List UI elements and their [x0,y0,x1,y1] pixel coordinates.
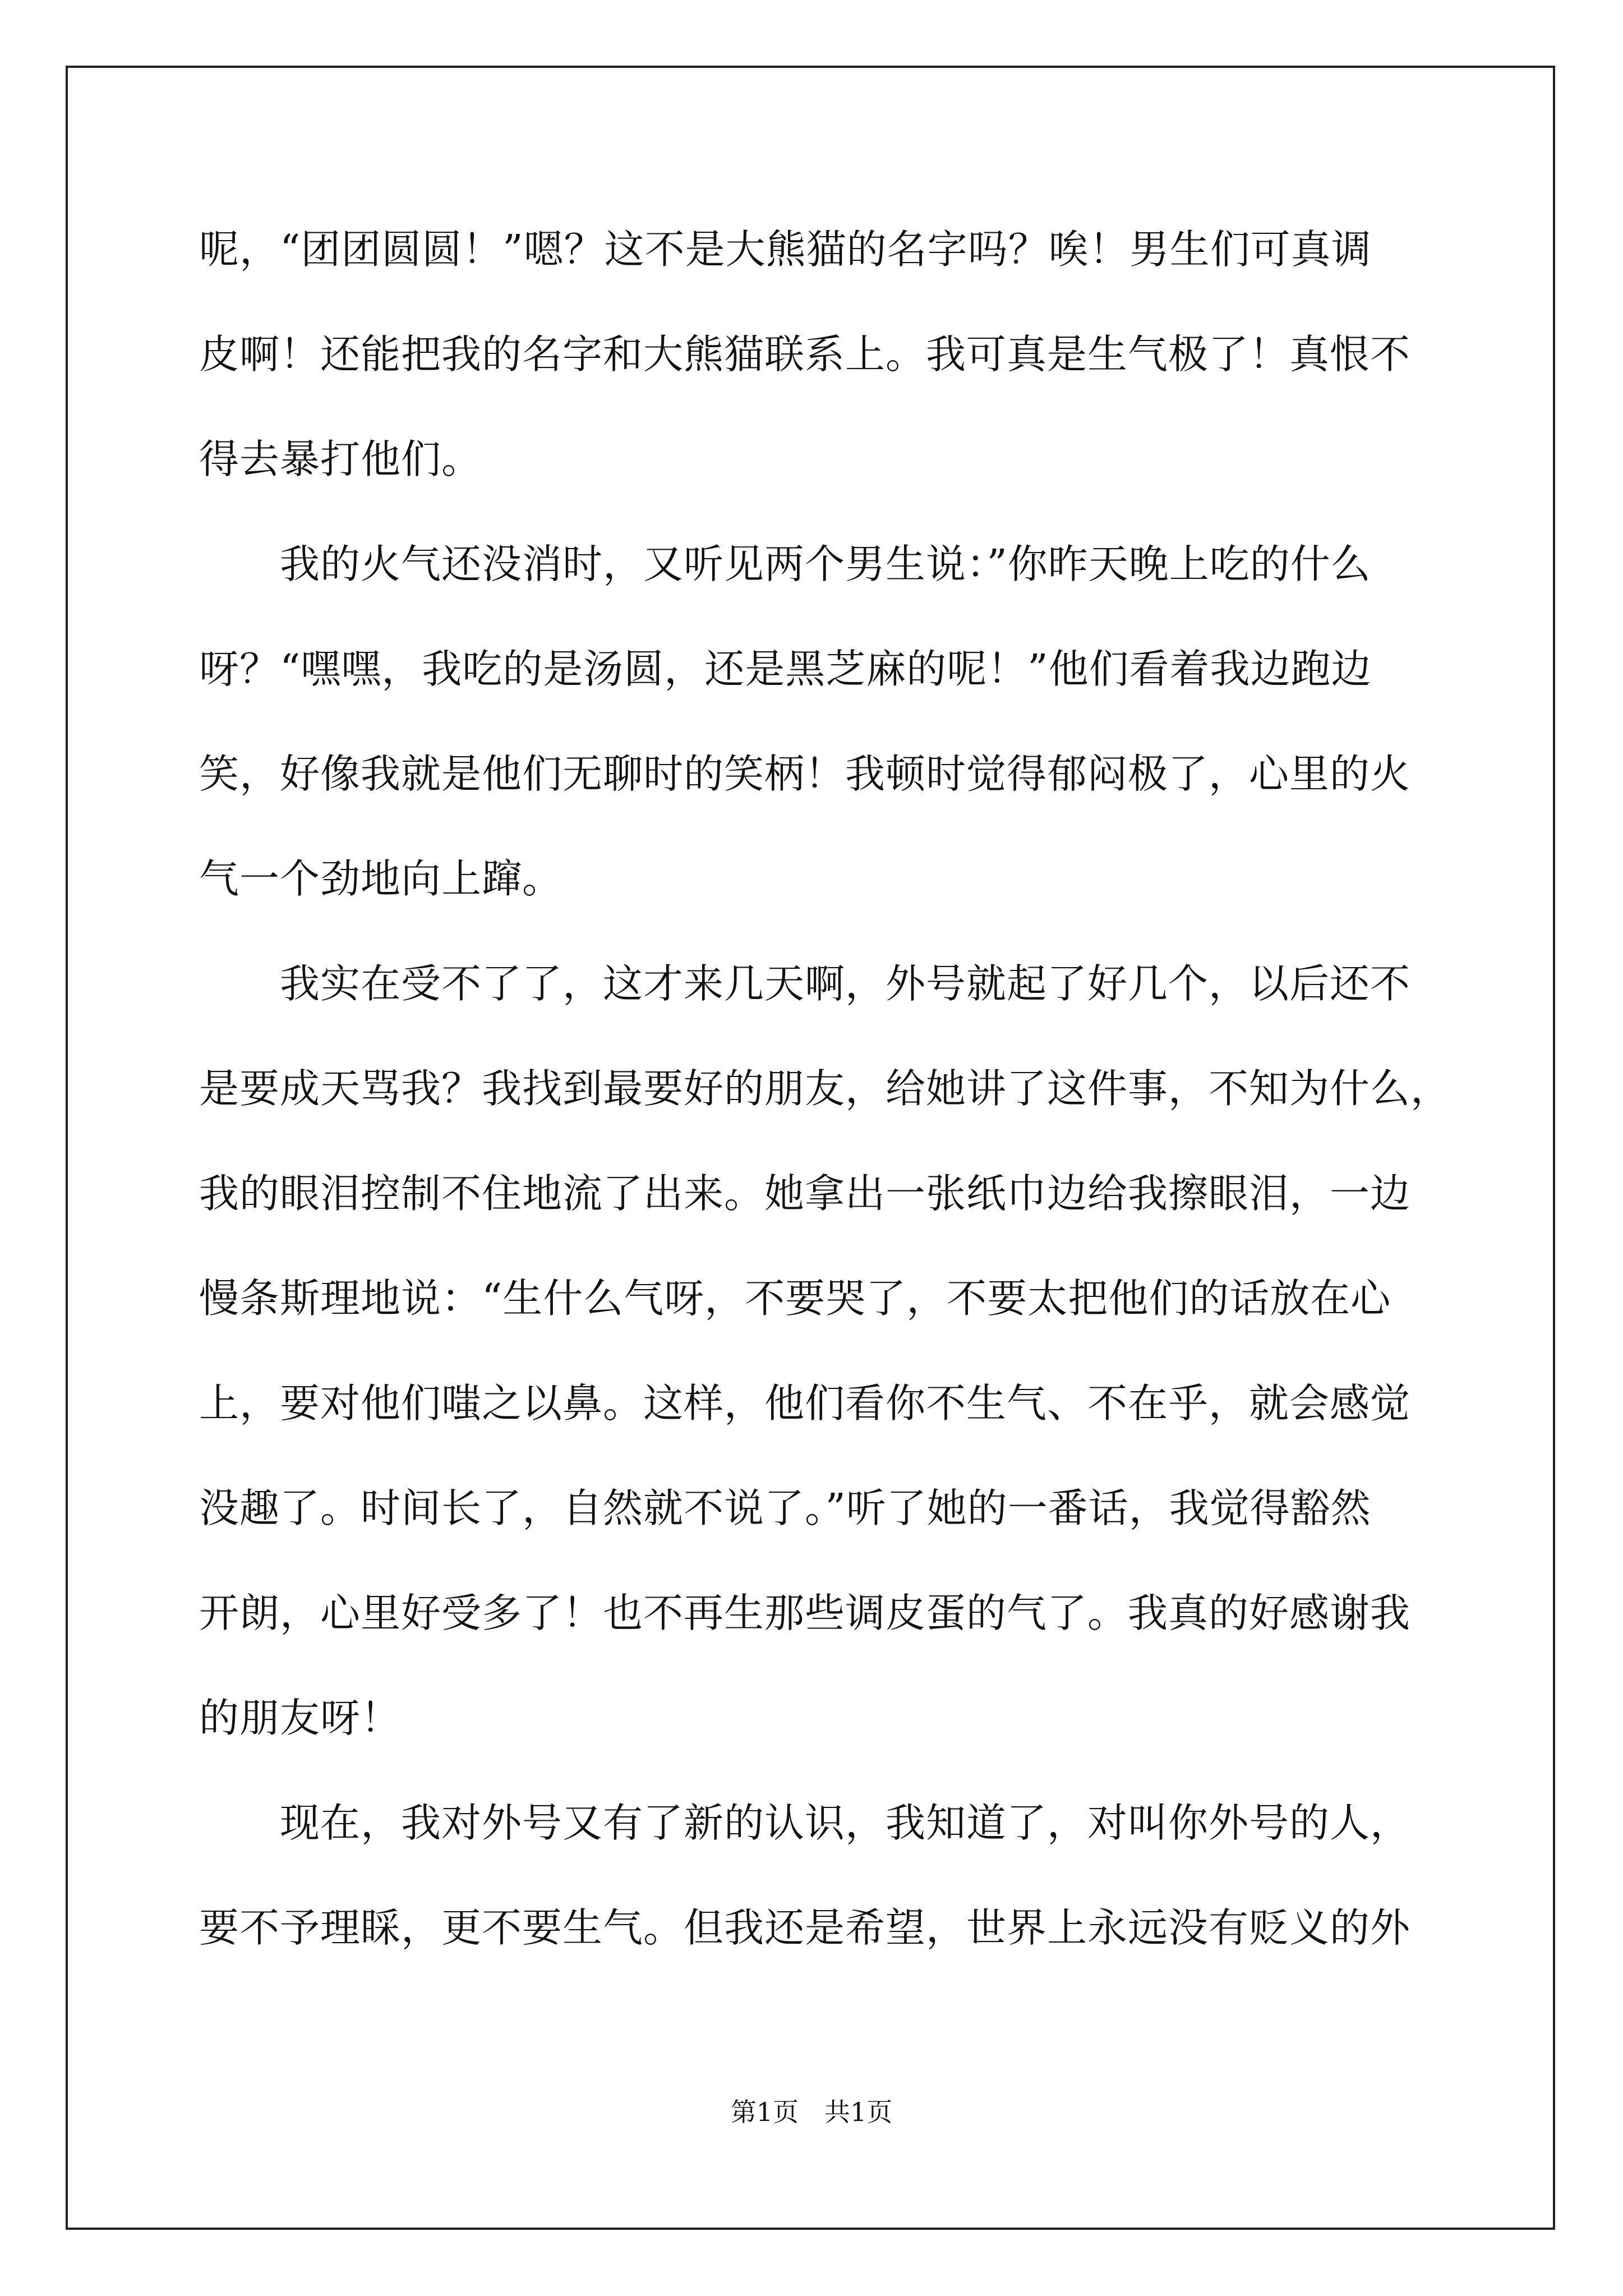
text-line: 我的眼泪控制不住地流了出来。她拿出一张纸巾边给我擦眼泪，一边 [199,1170,1411,1217]
text-line: 呢，“团团圆圆！”嗯？这不是大熊猫的名字吗？唉！男生们可真调 [199,226,1372,273]
text-line: 呀？“嘿嘿，我吃的是汤圆，还是黑芝麻的呢！”他们看着我边跑边 [199,646,1372,692]
text-line: 得去暴打他们。 [199,436,482,482]
text-line: 笑，好像我就是他们无聊时的笑柄！我顿时觉得郁闷极了，心里的火 [199,751,1411,797]
text-line: 气一个劲地向上蹿。 [199,855,563,902]
text-line: 现在，我对外号又有了新的认识，我知道了，对叫你外号的人， [199,1800,1411,1846]
text-line: 的朋友呀！ [199,1695,402,1741]
text-line: 开朗，心里好受多了！也不再生那些调皮蛋的气了。我真的好感谢我 [199,1590,1411,1636]
page-footer: 第1页 共1页 [730,2097,893,2127]
text-line: 上，要对他们嗤之以鼻。这样，他们看你不生气、不在乎，就会感觉 [199,1380,1411,1427]
text-line: 没趣了。时间长了，自然就不说了。”听了她的一番话，我觉得豁然 [199,1485,1371,1531]
text-line: 我的火气还没消时，又听见两个男生说：”你昨天晚上吃的什么 [199,541,1371,587]
text-line: 慢条斯理地说：“生什么气呀，不要哭了，不要太把他们的话放在心 [199,1275,1391,1322]
text-line: 要不予理睬，更不要生气。但我还是希望，世界上永远没有贬义的外 [199,1904,1411,1951]
text-line: 皮啊！还能把我的名字和大熊猫联系上。我可真是生气极了！真恨不 [199,331,1411,378]
text-line: 我实在受不了了，这才来几天啊，外号就起了好几个，以后还不 [199,960,1411,1007]
text-line: 是要成天骂我？我找到最要好的朋友，给她讲了这件事，不知为什么， [199,1065,1451,1112]
